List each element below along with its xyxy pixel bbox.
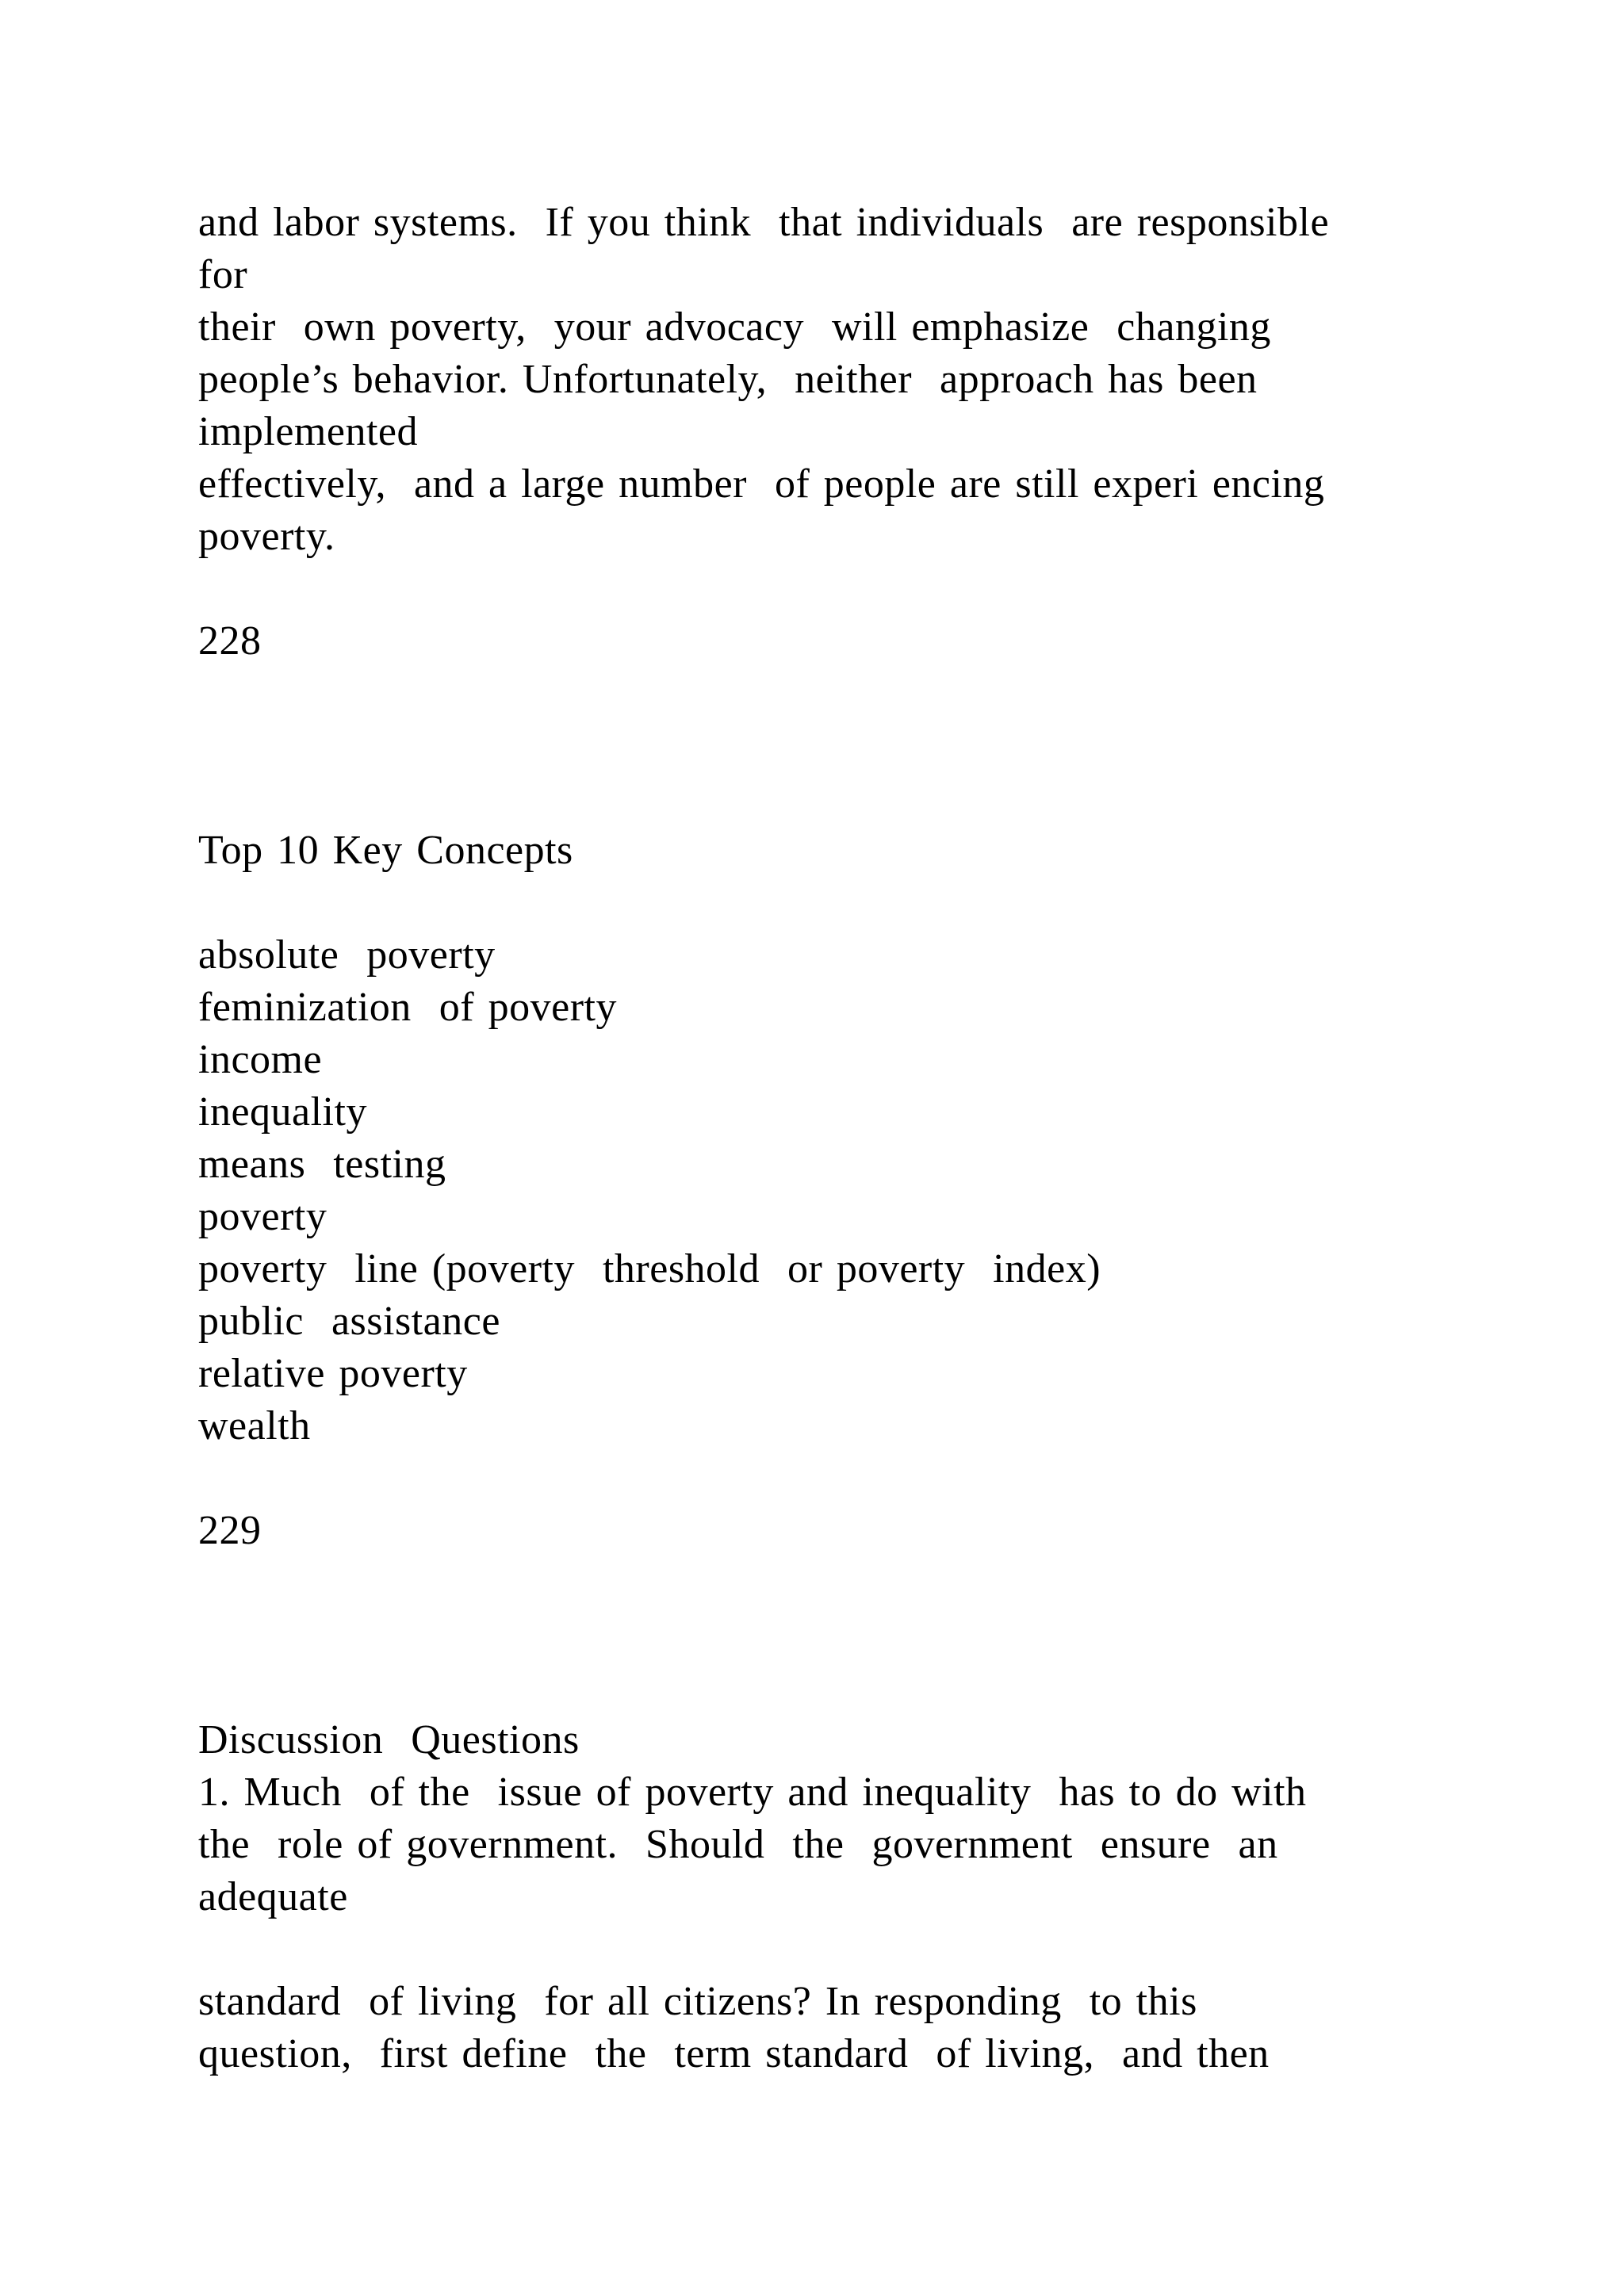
question-line: the role of government. Should the government ensure an: [198, 1822, 1278, 1867]
page-number: 228: [198, 618, 262, 664]
paragraph-line: for: [198, 252, 248, 297]
key-concept-item: poverty line (poverty threshold or poverty index): [198, 1246, 1101, 1292]
key-concept-item: wealth: [198, 1403, 311, 1448]
key-concept-item: means testing: [198, 1142, 446, 1187]
paragraph-line: and labor systems. If you think that individuals are responsible: [198, 200, 1330, 245]
paragraph-line: their own poverty, your advocacy will emphasize changing: [198, 304, 1271, 350]
key-concept-item: income: [198, 1037, 323, 1082]
question-line: adequate: [198, 1874, 348, 1919]
key-concept-item: relative poverty: [198, 1351, 468, 1396]
discussion-heading: Discussion Questions: [198, 1717, 580, 1762]
question-line: question, first define the term standard of living, and then: [198, 2031, 1270, 2076]
key-concept-item: feminization of poverty: [198, 985, 617, 1030]
question-line: 1. Much of the issue of poverty and inequality has to do with: [198, 1770, 1307, 1815]
key-concept-item: inequality: [198, 1089, 367, 1135]
key-concept-item: poverty: [198, 1194, 327, 1239]
key-concept-item: public assistance: [198, 1299, 500, 1344]
paragraph-line: poverty.: [198, 514, 335, 559]
paragraph-line: effectively, and a large number of people are still experi encing: [198, 461, 1325, 507]
question-line: standard of living for all citizens? In responding to this: [198, 1979, 1197, 2024]
page-number: 229: [198, 1508, 262, 1553]
key-concepts-heading: Top 10 Key Concepts: [198, 828, 573, 873]
paragraph-line: implemented: [198, 409, 418, 454]
key-concept-item: absolute poverty: [198, 932, 496, 978]
paragraph-line: people’s behavior. Unfortunately, neither approach has been: [198, 357, 1258, 402]
